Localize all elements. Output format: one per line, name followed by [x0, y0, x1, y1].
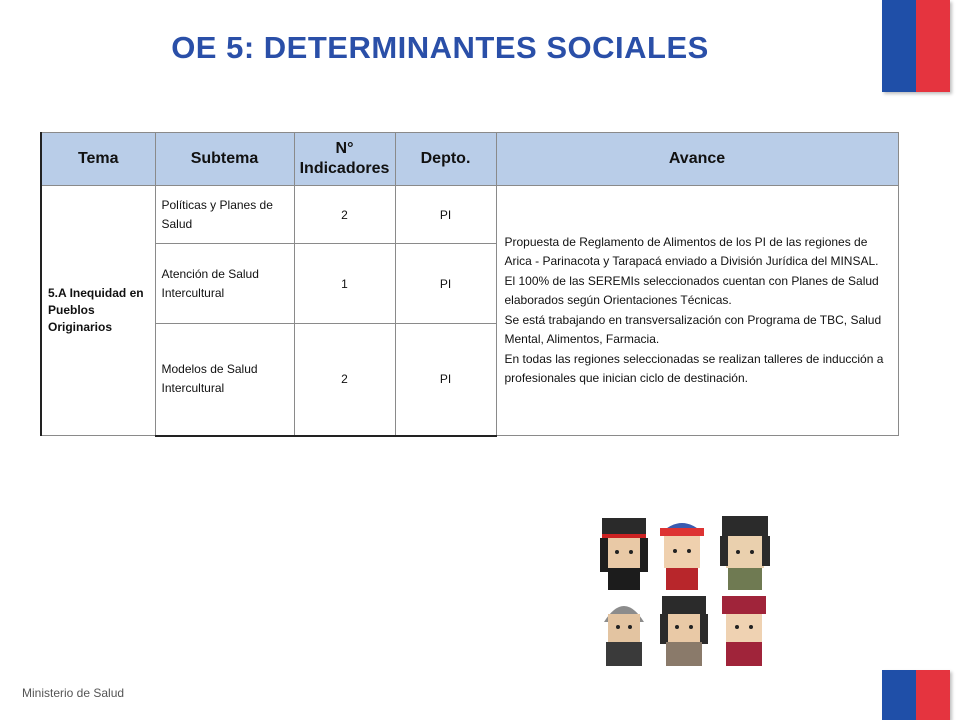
figure-doll — [604, 606, 644, 666]
page-title: OE 5: DETERMINANTES SOCIALES — [171, 30, 709, 65]
header-subtema: Subtema — [155, 133, 294, 186]
cell-subtema: Atención de Salud Intercultural — [155, 244, 294, 324]
figure-doll — [660, 523, 704, 590]
avance-paragraph: El 100% de las SEREMIs seleccionados cuentan con Planes de Salud elaborados según Orientaciones Técnicas. — [504, 273, 879, 307]
flag-blue-stripe — [882, 670, 916, 720]
cell-avance — [496, 186, 898, 436]
header-tema: Tema — [41, 133, 155, 186]
indicators-table — [40, 132, 899, 437]
flag-red-stripe — [916, 0, 950, 92]
cell-indicadores: 2 — [294, 324, 395, 436]
cell-depto: PI — [395, 244, 496, 324]
table-header-row — [41, 133, 898, 186]
footer-ministerio: Ministerio de Salud — [22, 686, 125, 700]
chile-flag-bottom — [882, 670, 950, 720]
indigenous-figures-illustration — [596, 510, 776, 668]
cell-tema: 5.A Inequidad en Pueblos Originarios — [41, 186, 155, 436]
header-depto: Depto. — [395, 133, 496, 186]
cell-depto: PI — [395, 324, 496, 436]
chile-flag-top — [882, 0, 950, 92]
avance-paragraph: En todas las regiones seleccionadas se realizan talleres de inducción a profesionales que inician ciclo de destinación. — [504, 351, 884, 385]
figure-doll — [660, 596, 708, 666]
flag-red-stripe — [916, 670, 950, 720]
header-avance: Avance — [496, 133, 898, 186]
cell-depto: PI — [395, 186, 496, 244]
header-indicadores — [294, 133, 395, 186]
header-indicadores-line1: N° — [335, 140, 354, 157]
figure-doll — [722, 596, 766, 666]
flag-blue-stripe — [882, 0, 916, 92]
avance-paragraph: Propuesta de Reglamento de Alimentos de los PI de las regiones de Arica - Parinacota y Tarapacá enviado a División Jurídica del MINSAL. — [504, 234, 879, 268]
cell-subtema: Modelos de Salud Intercultural — [155, 324, 294, 436]
avance-paragraph: Se está trabajando en transversalización con Programa de TBC, Salud Mental, Alimentos, Farmacia. — [504, 312, 882, 346]
table-row — [41, 186, 898, 244]
cell-indicadores: 2 — [294, 186, 395, 244]
figure-doll — [720, 516, 770, 590]
cell-indicadores: 1 — [294, 244, 395, 324]
header-indicadores-line2: Indicadores — [299, 160, 390, 177]
figure-doll — [600, 518, 648, 590]
cell-subtema: Políticas y Planes de Salud — [155, 186, 294, 244]
